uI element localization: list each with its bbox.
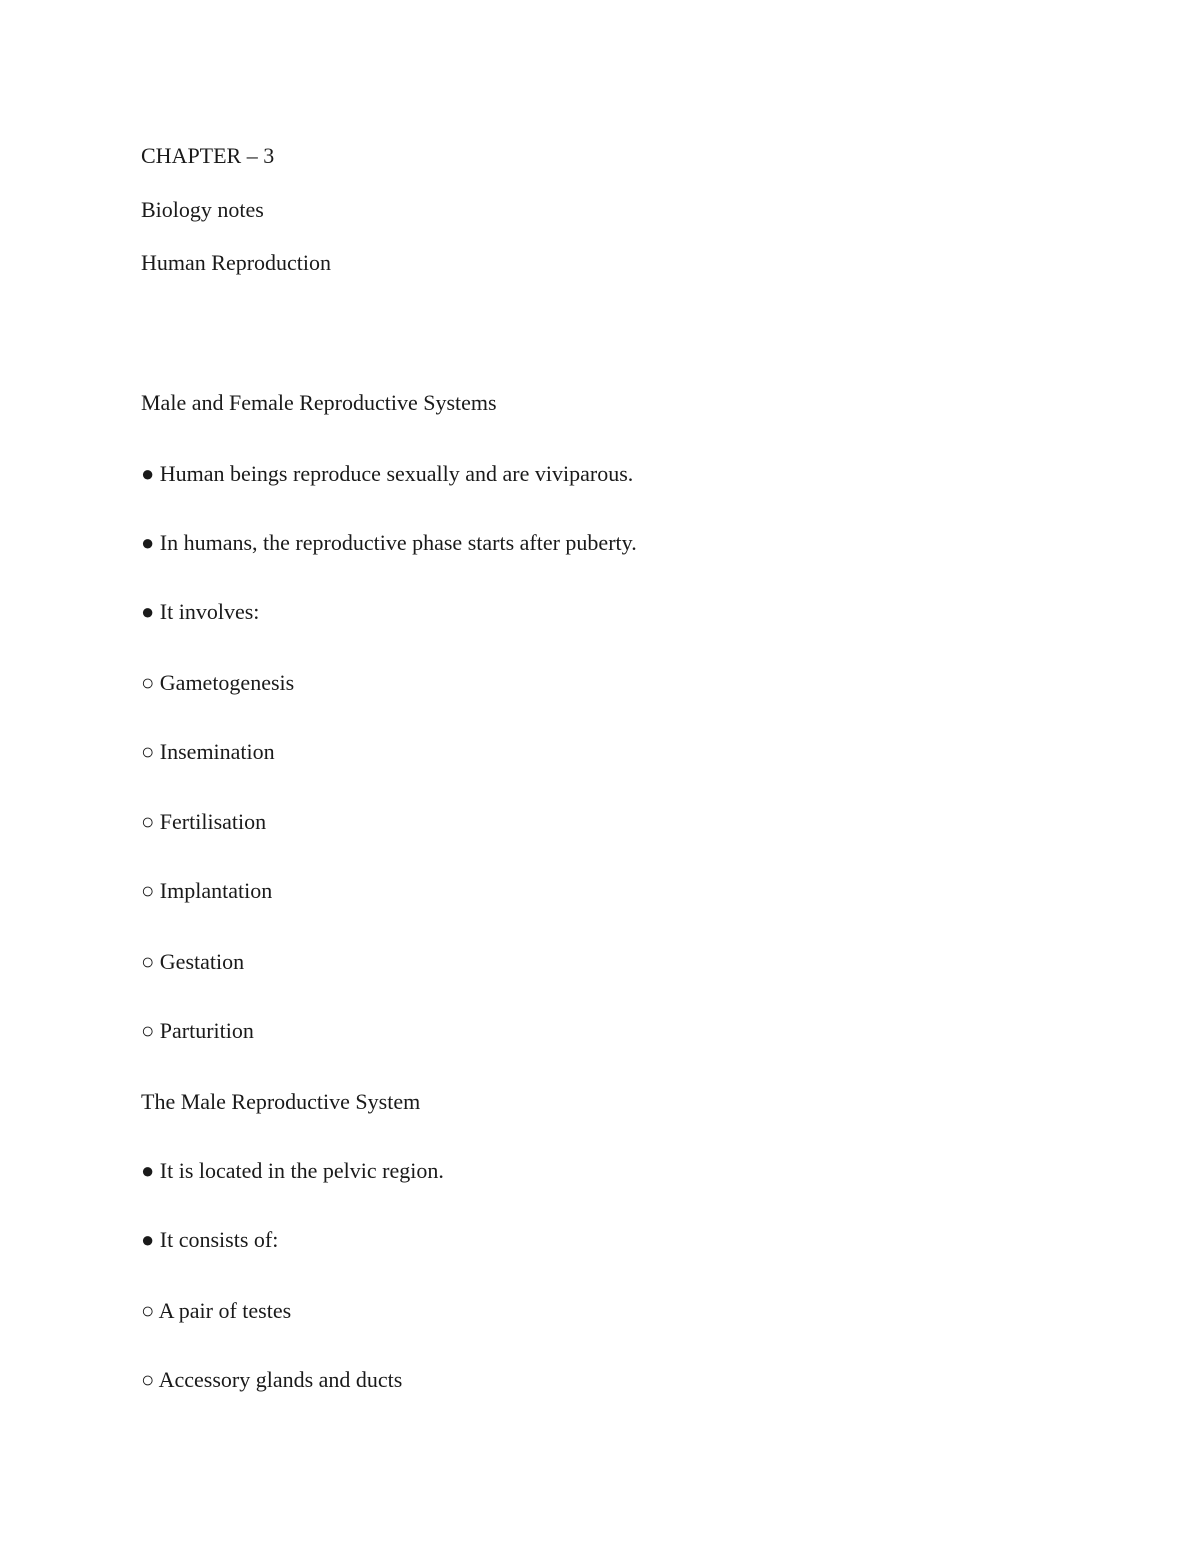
bullet-item: ● It involves: [141,599,260,624]
chapter-label: CHAPTER – 3 [141,143,275,168]
sub-item: ○ Fertilisation [141,809,267,834]
sub-item: ○ Implantation [141,878,273,903]
document-title: Human Reproduction [141,250,332,275]
sub-item: ○ Insemination [141,739,275,764]
bullet-item: ● It consists of: [141,1227,279,1252]
sub-item: ○ Accessory glands and ducts [141,1367,403,1392]
sub-item: ○ Gestation [141,949,245,974]
bullet-item: ● In humans, the reproductive phase starts after puberty. [141,530,637,555]
section-heading: The Male Reproductive System [141,1089,421,1114]
sub-item: ○ Gametogenesis [141,670,295,695]
section-heading: Male and Female Reproductive Systems [141,390,497,415]
subject-label: Biology notes [141,197,264,222]
bullet-item: ● It is located in the pelvic region. [141,1158,444,1183]
sub-item: ○ A pair of testes [141,1298,292,1323]
bullet-item: ● Human beings reproduce sexually and are viviparous. [141,461,634,486]
sub-item: ○ Parturition [141,1018,254,1043]
